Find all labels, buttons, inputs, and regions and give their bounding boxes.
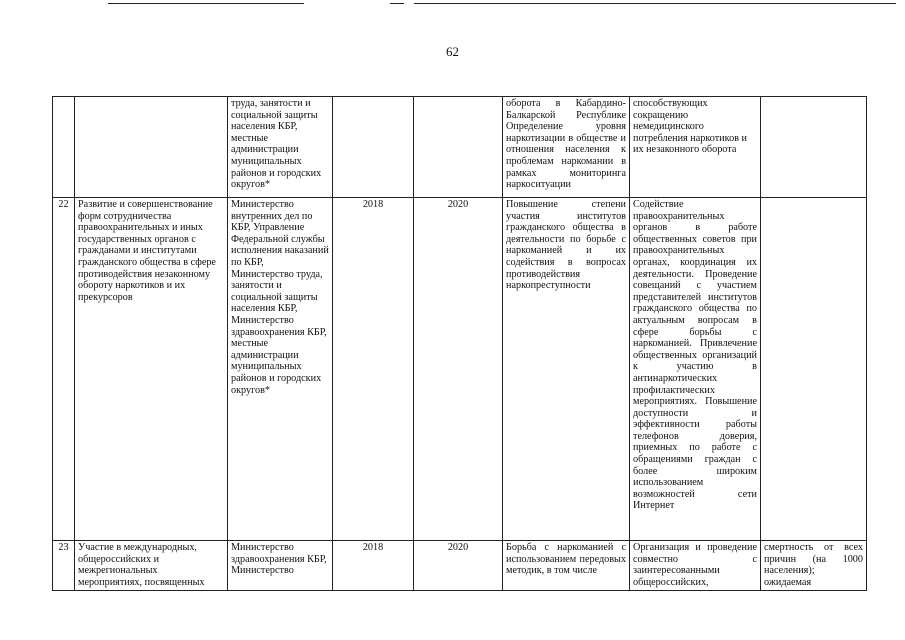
cell-results: способствующих сокращению немедицинского потребления наркотиков и их незаконного оборота (630, 97, 761, 198)
cell-num (53, 97, 75, 198)
cell-start-year (333, 97, 414, 198)
cell-name: Развитие и совершенствование форм сотрудничества правоохранительных и иных государственных органов с гражданами и институтами гражданского общества в сфере противодействия незаконному обороту наркотиков и их прекурсоров (75, 198, 228, 541)
cell-name: Участие в международных, общероссийских и межрегиональных мероприятиях, посвященных (75, 541, 228, 591)
cell-executors: Министерство внутренних дел по КБР, Управление Федеральной службы исполнения наказаний по КБР, Министерство труда, занятости и социальной защиты населения КБР, Министерство здравоохранения КБР, местные администрации муниципальных районов и городских округов* (228, 198, 333, 541)
program-table (52, 96, 867, 591)
header-rule-right (414, 3, 896, 4)
cell-end-year: 2020 (414, 198, 503, 541)
cell-start-year: 2018 (333, 198, 414, 541)
cell-results: Содействие правоохранительных органов в работе общественных советов при правоохранительных органах, координация их деятельности. Проведение совещаний с участием представителей институтов гражданского общества по актуальным вопросам в сфере борьбы с наркоманией. Привлечение общественных организаций к участию в антинаркотических профилактических мероприятиях. Повышение доступности и эффективности работы телефонов доверия, приемных по работе с обращениями граждан с более широким использованием возможностей сети Интернет (630, 198, 761, 541)
cell-target (761, 97, 867, 198)
cell-name (75, 97, 228, 198)
table-row-23 (53, 541, 867, 591)
cell-indicators: оборота в Кабардино-Балкарской Республике Определение уровня наркотизации в обществе и отношения населения к проблемам наркомании в рамках мониторинга наркоситуации (503, 97, 630, 198)
page-number: 62 (446, 44, 459, 59)
cell-indicators: Борьба с наркоманией с использованием передовых методик, в том числе (503, 541, 630, 591)
cell-indicators: Повышение степени участия институтов гражданского общества в деятельности по борьбе с наркоманией и их содействия в вопросах противодействия наркопреступности (503, 198, 630, 541)
cell-results: Организация и проведение совместно с заинтересованными общероссийских, (630, 541, 761, 591)
cell-target: смертность от всех причин (на 1000 населения); ожидаемая (761, 541, 867, 591)
cell-end-year (414, 97, 503, 198)
cell-executors: труда, занятости и социальной защиты населения КБР, местные администрации муниципальных районов и городских округов* (228, 97, 333, 198)
cell-executors: Министерство здравоохранения КБР, Министерство (228, 541, 333, 591)
table-row-continuation (53, 97, 867, 198)
cell-num: 22 (53, 198, 75, 541)
table-row-22 (53, 198, 867, 541)
header-rule-mid (390, 3, 404, 4)
cell-num: 23 (53, 541, 75, 591)
cell-start-year: 2018 (333, 541, 414, 591)
cell-target (761, 198, 867, 541)
header-rule-left (108, 3, 304, 4)
cell-end-year: 2020 (414, 541, 503, 591)
